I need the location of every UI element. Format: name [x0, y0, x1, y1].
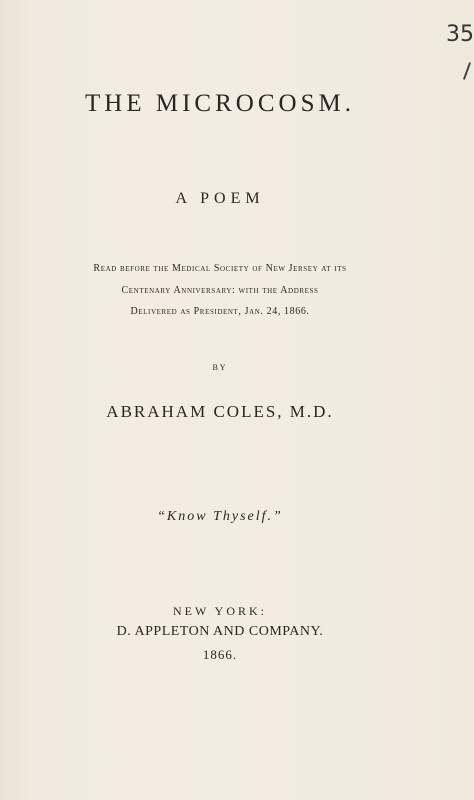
description-line-3: Delivered as President, Jan. 24, 1866. [130, 306, 310, 317]
imprint-place: NEW YORK: [173, 604, 267, 618]
imprint-year: 1866. [202, 647, 238, 662]
book-subtitle: A POEM [175, 190, 265, 207]
imprint-publisher: D. APPLETON AND COMPANY. [116, 624, 324, 639]
author-name: ABRAHAM COLES, M.D. [106, 402, 334, 421]
margin-page-number: 35 [446, 22, 474, 47]
by-label: BY [212, 363, 228, 372]
description-line-1: Read before the Medical Society of New Jersey at its [93, 263, 347, 274]
description-line-2: Centenary Anniversary: with the Address [121, 285, 319, 296]
motto: “Know Thyself.” [157, 509, 283, 524]
book-title: THE MICROCOSM. [85, 90, 355, 117]
margin-pencil-mark [463, 62, 471, 80]
